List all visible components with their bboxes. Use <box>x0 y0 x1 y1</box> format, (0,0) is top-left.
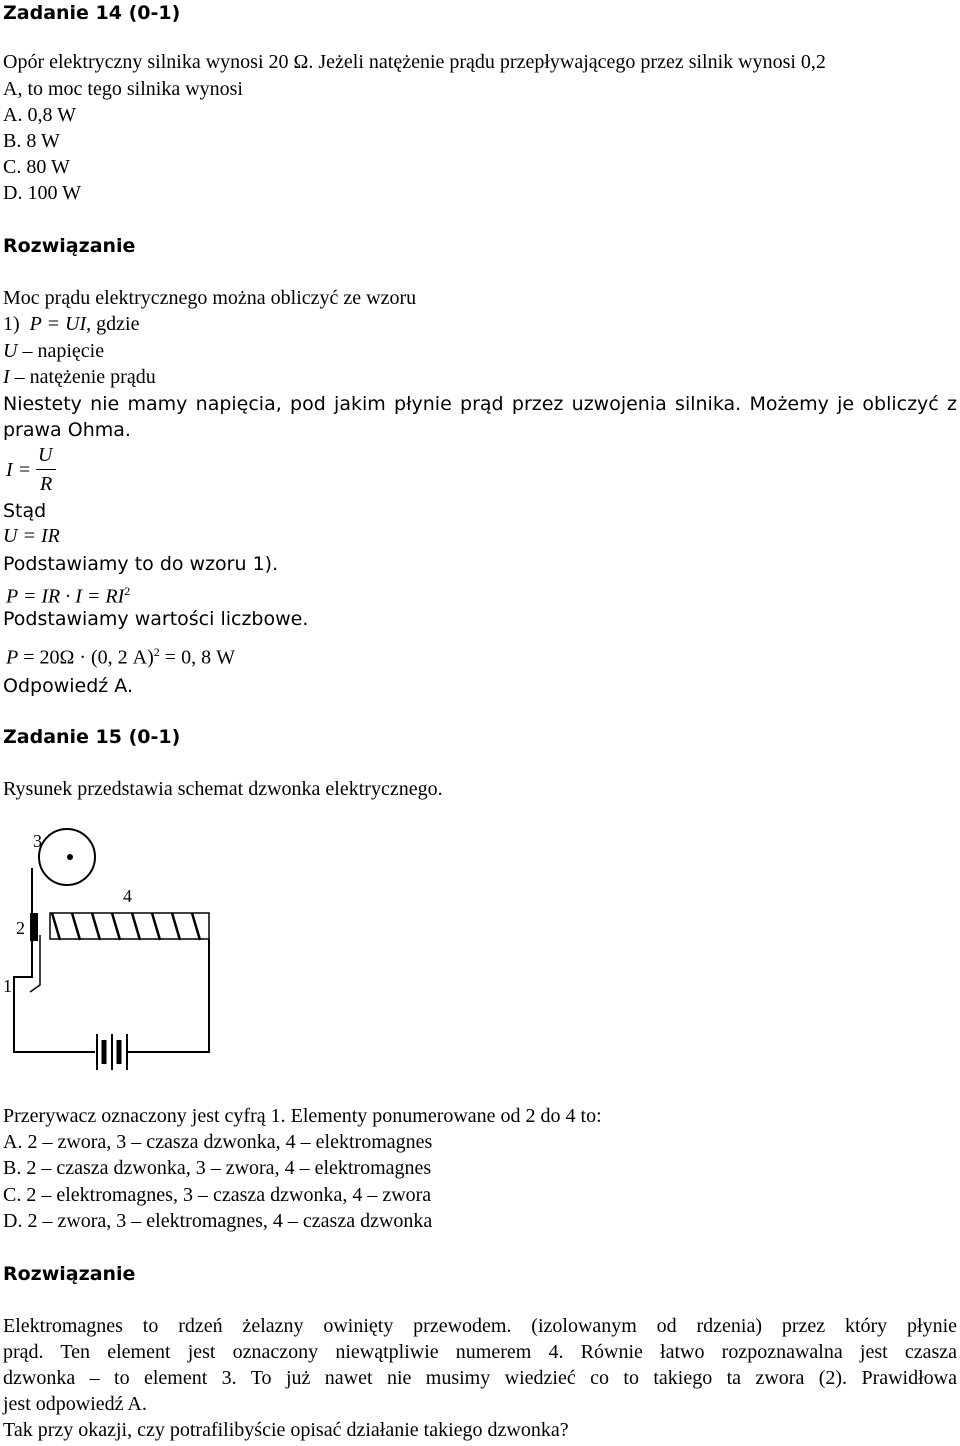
task15-option-b: B. 2 – czasza dzwonka, 3 – zwora, 4 – elektromagnes <box>3 1157 432 1179</box>
calc-p: P <box>6 646 19 669</box>
diagram-label-2: 2 <box>16 918 25 938</box>
task15-solution-line5: Tak przy okazji, czy potrafilibyście opisać działanie takiego dzwonka? <box>3 1419 569 1441</box>
calc-result: = 0, 8 W <box>159 646 235 669</box>
substitute-line2: Podstawiamy wartości liczbowe. <box>3 608 309 630</box>
diagram-label-3: 3 <box>33 831 42 851</box>
symbol-i: I <box>3 366 10 388</box>
electromagnet-core <box>50 913 209 939</box>
interrupter-contact <box>30 966 40 992</box>
stad-label: Stąd <box>3 500 47 522</box>
task14-solution-heading: Rozwiązanie <box>3 235 136 257</box>
task15-solution-heading: Rozwiązanie <box>3 1263 136 1285</box>
task14-solution-intro: Moc prądu elektrycznego można obliczyć ze wzoru <box>3 287 417 309</box>
task14-question-line2: A, to moc tego silnika wynosi <box>3 78 243 100</box>
task15-option-c: C. 2 – elektromagnes, 3 – czasza dzwonka, 4 – zwora <box>3 1184 432 1206</box>
task15-question: Rysunek przedstawia schemat dzwonka elektrycznego. <box>3 778 443 800</box>
task14-heading: Zadanie 14 (0-1) <box>3 2 181 24</box>
fraction-bar <box>36 469 56 470</box>
ohm-lhs: I = <box>6 459 32 481</box>
wire-right <box>127 939 209 1052</box>
power-formula: P = UI <box>29 313 87 335</box>
p-equation-text: P = IR · I = RI <box>6 585 125 608</box>
task15-question-line: Przerywacz oznaczony jest cyfrą 1. Elementy ponumerowane od 2 do 4 to: <box>3 1105 602 1127</box>
definition-i <box>3 364 156 390</box>
substitute-line1: Podstawiamy to do wzoru 1). <box>3 553 279 575</box>
paragraph-line1: Niestety nie mamy napięcia, pod jakim płynie prąd przez uzwojenia silnika. Możemy je obliczyć z <box>3 393 957 415</box>
p-equation-exponent: 2 <box>124 584 131 598</box>
u-equation: U = IR <box>3 525 60 547</box>
task15-solution-line1: Elektromagnes to rdzeń żelazny owinięty przewodem. (izolowanym od rdzenia) przez który płynie <box>3 1315 957 1337</box>
symbol-u: U <box>3 340 18 362</box>
coil-windings <box>52 913 200 940</box>
definition-u-text: – napięcie <box>17 340 105 362</box>
formula-where: , gdzie <box>86 313 140 335</box>
definition-u <box>3 338 104 364</box>
bell-center-dot <box>67 854 73 860</box>
diagram-label-1: 1 <box>3 976 12 996</box>
task15-option-d: D. 2 – zwora, 3 – elektromagnes, 4 – czasza dzwonka <box>3 1210 433 1232</box>
task15-option-a: A. 2 – zwora, 3 – czasza dzwonka, 4 – elektromagnes <box>3 1131 433 1153</box>
definition-i-text: – natężenie prądu <box>9 366 156 388</box>
calc-exponent: 2 <box>153 645 160 659</box>
power-formula-line <box>3 311 139 337</box>
task14-option-b: B. 8 W <box>3 130 60 152</box>
p-equation <box>6 578 130 610</box>
paragraph-line2: prawa Ohma. <box>3 419 131 441</box>
battery <box>97 1034 127 1070</box>
task14-option-d: D. 100 W <box>3 182 81 204</box>
answer-14: Odpowiedź A. <box>3 675 133 697</box>
task15-solution-line4: jest odpowiedź A. <box>3 1393 147 1415</box>
armature <box>30 913 38 941</box>
wire-left <box>14 977 95 1052</box>
task15-heading: Zadanie 15 (0-1) <box>3 726 181 748</box>
task15-solution-line3: dzwonka – to element 3. To już nawet nie musimy wiedzieć co to takiego ta zwora (2). Prawidłowa <box>3 1367 957 1389</box>
task14-option-a: A. 0,8 W <box>3 104 76 126</box>
calc-rest: = 20Ω · (0, 2 A) <box>18 646 154 669</box>
ohm-denominator: R <box>40 473 53 495</box>
calculation <box>6 639 235 671</box>
task14-question-line1: Opór elektryczny silnika wynosi 20 Ω. Jeżeli natężenie prądu przepływającego przez silnik wynosi 0,2 <box>3 51 826 73</box>
formula-number: 1) <box>3 313 20 335</box>
bell-dome <box>39 829 95 885</box>
diagram-label-4: 4 <box>123 886 132 906</box>
ohm-numerator: U <box>38 444 53 466</box>
task15-solution-line2: prąd. Ten element jest oznaczony niewątpliwie numerem 4. Równie łatwo rozpoznawalna jest czasza <box>3 1341 957 1363</box>
task14-option-c: C. 80 W <box>3 156 70 178</box>
